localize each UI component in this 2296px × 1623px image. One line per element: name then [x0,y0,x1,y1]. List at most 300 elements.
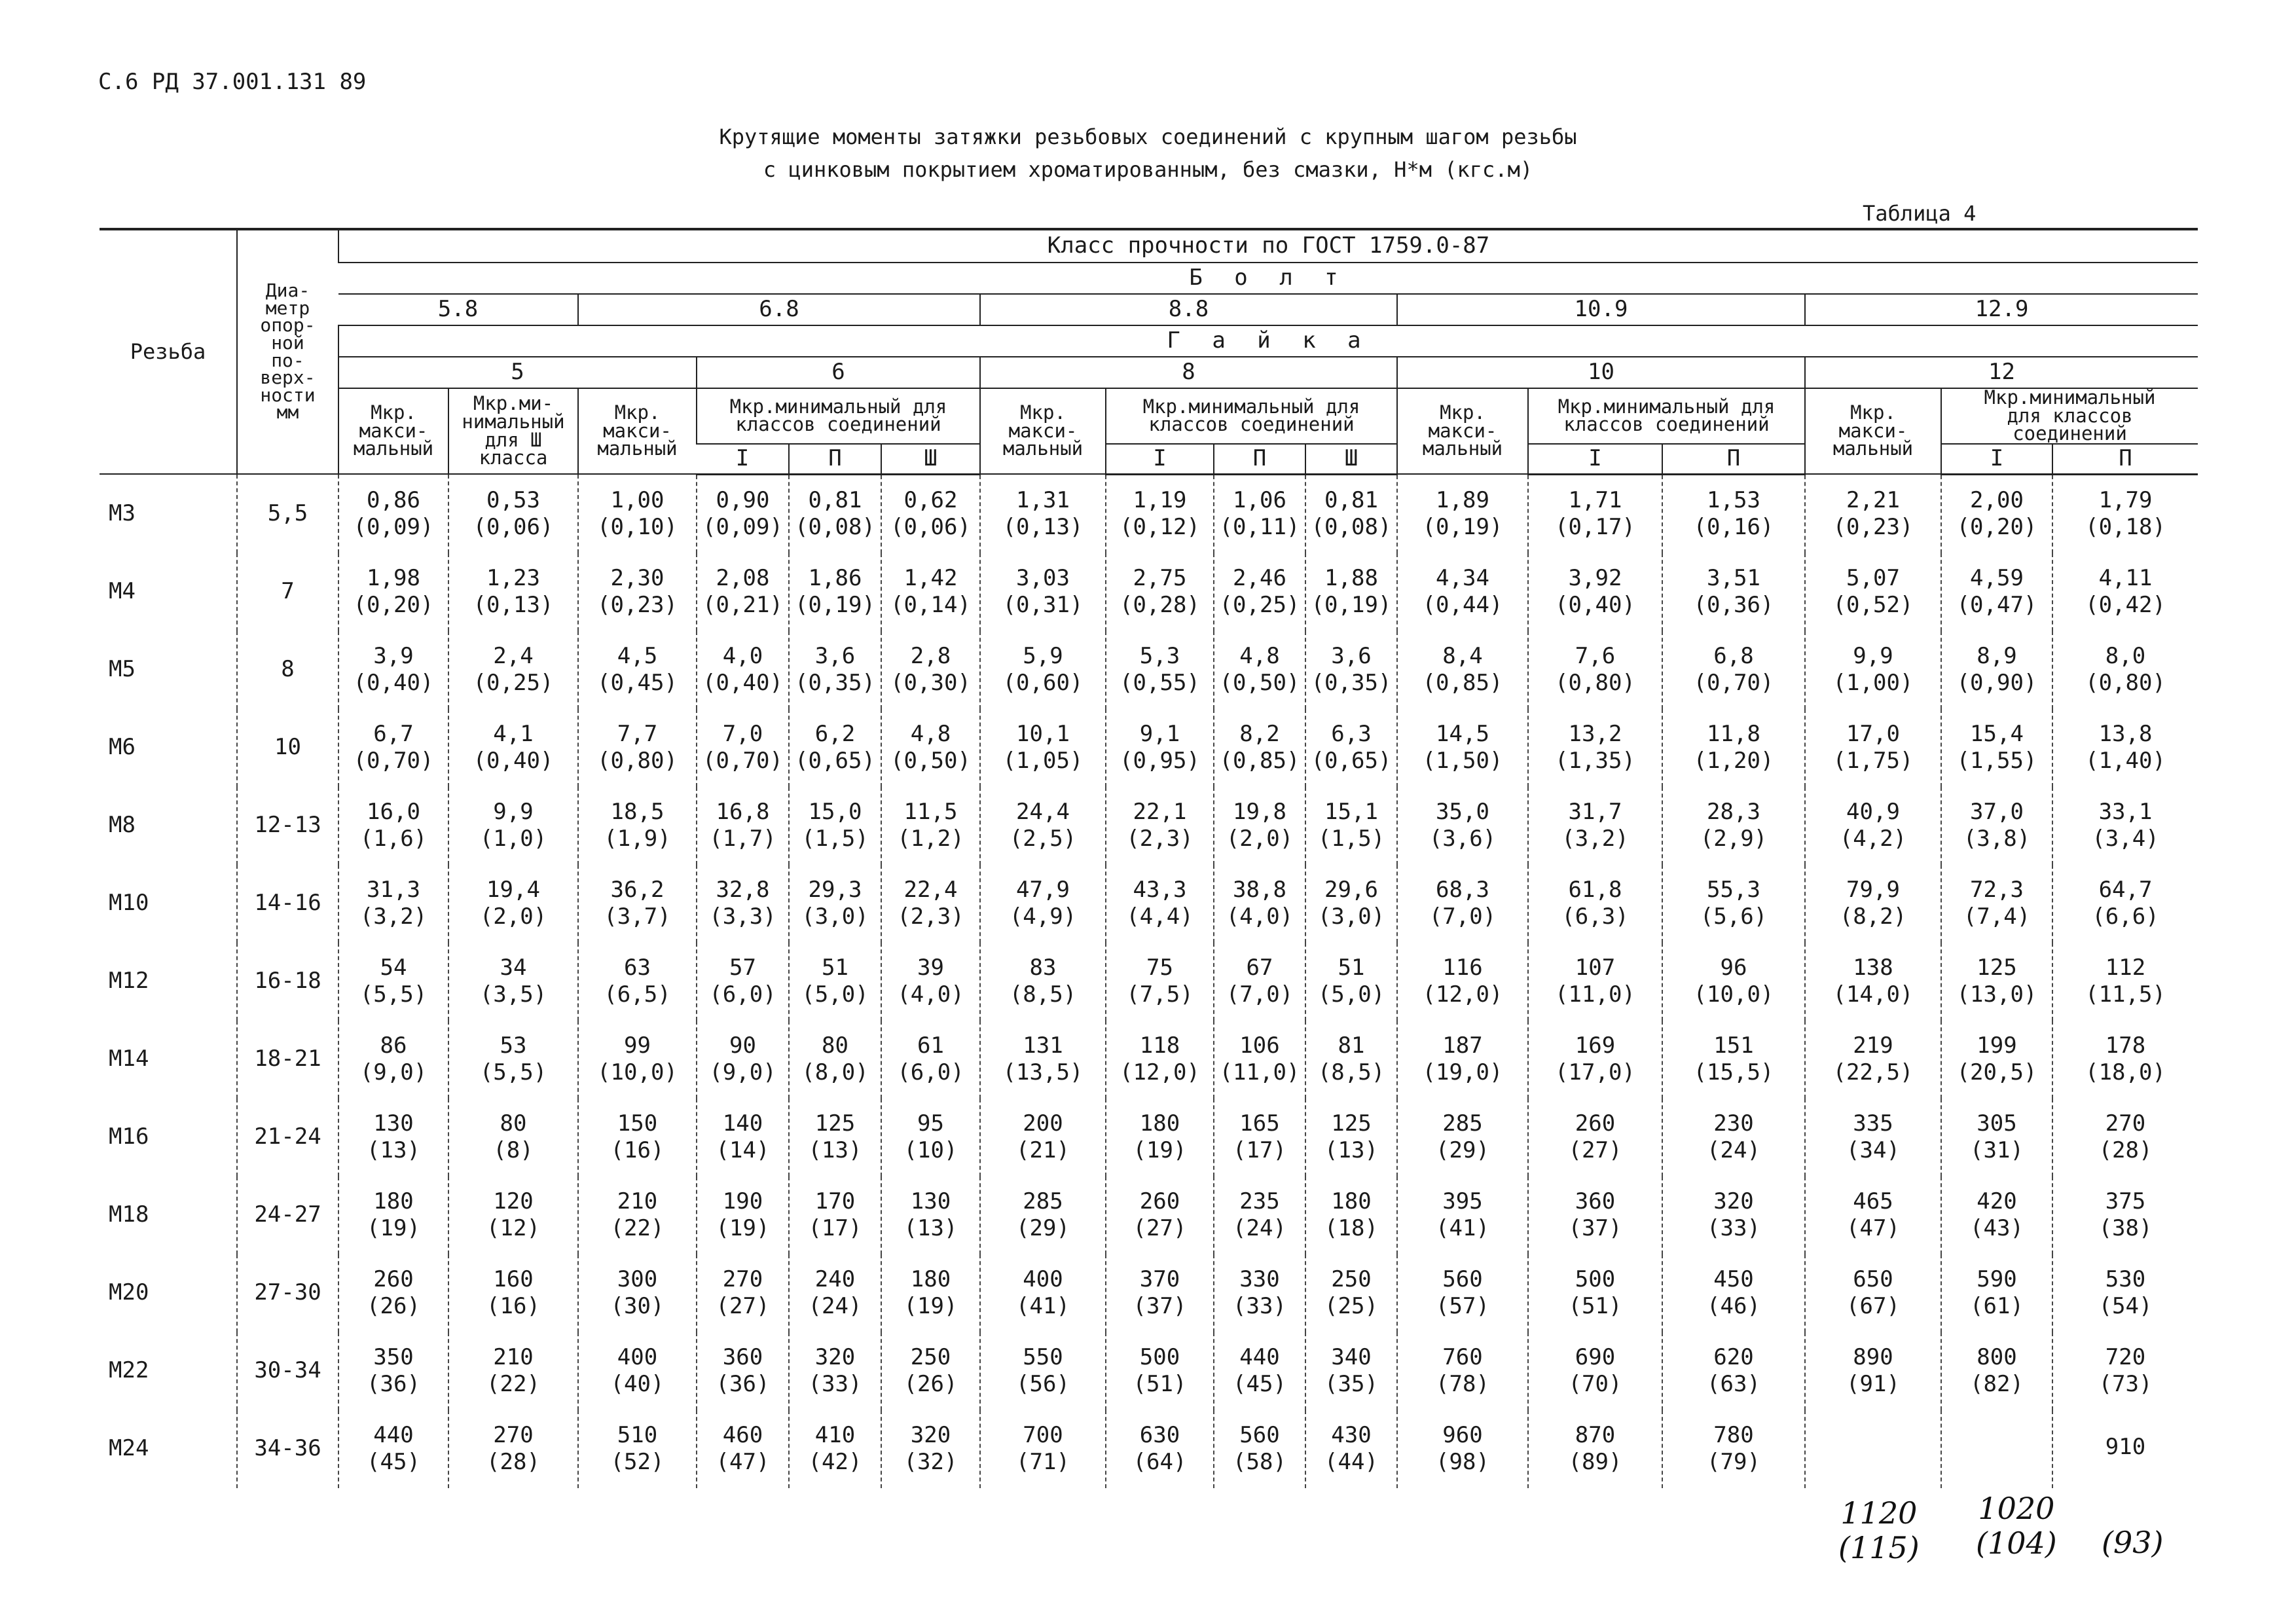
torque-nm-value: 11,5 [903,798,958,825]
table-row [100,1332,2198,1410]
torque-kgfm-value: (40) [610,1371,665,1398]
thread-cell: М18 [109,1201,149,1228]
nut-class-12: 12 [1805,357,2198,388]
torque-kgfm-value: (1,9) [604,826,671,852]
torque-nm-value: 178 [2105,1032,2146,1059]
torque-nm-value: 199 [1977,1032,2017,1059]
torque-kgfm-value: (41) [1016,1293,1070,1320]
torque-kgfm-value: (3,8) [1963,826,2031,852]
torque-kgfm-value: (33) [808,1371,862,1398]
torque-nm-value: 180 [1331,1188,1372,1214]
handwritten-paren: (93) [2102,1525,2164,1560]
torque-cell [448,1410,578,1488]
torque-nm-value: 39 [917,954,944,981]
torque-kgfm-value: (27) [716,1293,770,1320]
torque-nm-value: 0,62 [903,486,958,513]
torque-kgfm-value: (98) [1436,1449,1489,1476]
torque-nm-value: 420 [1977,1188,2017,1214]
torque-cell [1397,553,1528,631]
torque-kgfm-value: (19) [1133,1137,1187,1164]
torque-cell [1305,1332,1397,1410]
nut-class-10: 10 [1397,357,1805,388]
torque-cell [1805,1332,1941,1410]
torque-kgfm-value: (41) [1436,1215,1489,1242]
torque-kgfm-value: (0,09) [353,513,434,540]
torque-cell [697,865,789,943]
torque-kgfm-value: (45) [367,1449,420,1476]
torque-cell [448,1332,578,1410]
torque-cell [980,1176,1106,1254]
torque-nm-value: 165 [1239,1110,1280,1137]
torque-nm-value: 81 [1338,1032,1365,1059]
torque-cell [980,787,1106,865]
torque-cell [1941,1021,2052,1099]
torque-kgfm-value: (43) [1970,1215,2024,1242]
thread-header: Резьба [100,229,237,474]
torque-nm-value: 4,34 [1436,564,1489,591]
torque-kgfm-value: (0,31) [1002,592,1084,619]
torque-cell [789,787,881,865]
torque-nm-value: 780 [1713,1421,1754,1448]
nut-header: Г а й к а [338,325,2198,357]
torque-kgfm-value: (6,5) [604,981,671,1008]
torque-nm-value: 33,1 [2098,798,2153,825]
torque-kgfm-value: (4,4) [1126,903,1194,930]
torque-cell [1662,474,1805,553]
conn-class-II: П [1662,444,1805,475]
thread-cell: М22 [109,1357,149,1384]
torque-nm-value: 0,53 [486,486,540,513]
strength-class-header: Класс прочности по ГОСТ 1759.0-87 [338,229,2198,263]
torque-cell [1941,474,2052,553]
torque-kgfm-value: (16) [610,1137,665,1164]
torque-nm-value: 870 [1575,1421,1616,1448]
torque-cell [578,865,697,943]
torque-nm-value: 270 [493,1421,534,1448]
torque-kgfm-value: (7,0) [1429,903,1497,930]
torque-nm-value: 140 [722,1110,763,1137]
torque-kgfm-value: (44) [1324,1449,1378,1476]
torque-cell [1397,865,1528,943]
torque-nm-value: 0,81 [808,486,862,513]
torque-nm-value: 150 [617,1110,658,1137]
torque-kgfm-value: (28) [2098,1137,2153,1164]
torque-nm-value: 1,23 [486,564,540,591]
table-title-line1: Крутящие моменты затяжки резьбовых соединений с крупным шагом резьбы [719,124,1577,149]
torque-nm-value: 360 [722,1343,763,1370]
torque-kgfm-value: (0,23) [1832,513,1914,540]
torque-cell [1662,1332,1805,1410]
torque-cell [1397,787,1528,865]
torque-kgfm-value: (0,08) [1311,514,1392,541]
torque-nm-value: 8,0 [2105,642,2146,669]
torque-cell [1941,1410,2052,1488]
torque-cell [338,709,448,787]
diameter-cell: 7 [237,553,338,631]
torque-cell [1214,709,1305,787]
torque-cell [980,943,1106,1021]
torque-cell [578,1021,697,1099]
bolt-class-8-8: 8.8 [980,294,1397,325]
torque-kgfm-value: (5,5) [479,1059,547,1086]
torque-cell [789,1099,881,1176]
torque-kgfm-value: (0,25) [473,670,554,697]
torque-cell [1941,1099,2052,1176]
torque-cell [1106,1176,1214,1254]
torque-kgfm-value: (0,25) [1219,592,1300,619]
torque-cell [1305,553,1397,631]
torque-nm-value: 370 [1139,1266,1180,1292]
table-row [100,1099,2198,1176]
table-row [100,709,2198,787]
torque-nm-value: 125 [1977,954,2017,981]
torque-kgfm-value: (11,0) [1219,1059,1300,1086]
torque-cell [881,1332,980,1410]
torque-cell [1305,943,1397,1021]
torque-kgfm-value: (67) [1846,1293,1900,1320]
torque-cell [980,1254,1106,1332]
torque-kgfm-value: (27) [1568,1137,1622,1164]
torque-kgfm-value: (11,0) [1555,981,1635,1008]
torque-cell [338,943,448,1021]
torque-kgfm-value: (10,0) [597,1059,678,1086]
torque-nm-value: 2,8 [910,642,951,669]
torque-cell [1662,1176,1805,1254]
torque-nm-value: 2,00 [1970,486,2024,513]
torque-kgfm-value: (0,80) [597,748,678,775]
torque-cell [1305,709,1397,787]
conn-class-I: I [1106,444,1214,475]
torque-kgfm-value: (0,40) [1555,592,1635,619]
torque-nm-value: 720 [2105,1343,2146,1370]
thread-cell: М4 [109,578,136,605]
torque-nm-value: 40,9 [1846,798,1900,825]
min-torque-classes-header: Мкр.минимальный для классов соединений [1528,388,1805,444]
torque-cell [1528,553,1662,631]
torque-kgfm-value: (0,50) [890,748,971,775]
torque-cell [1528,1332,1662,1410]
torque-nm-value: 1,19 [1133,486,1187,513]
torque-cell [578,709,697,787]
torque-cell [448,1021,578,1099]
torque-nm-value: 4,11 [2098,564,2153,591]
torque-kgfm-value: (63) [1707,1371,1760,1398]
torque-cell [448,1254,578,1332]
torque-cell [578,1099,697,1176]
torque-cell [789,553,881,631]
torque-cell [1106,1021,1214,1099]
torque-kgfm-value: (0,20) [1956,514,2037,541]
torque-cell [1941,865,2052,943]
diameter-cell: 16-18 [237,943,338,1021]
torque-kgfm-value: (33) [1707,1215,1760,1242]
torque-nm-value: 51 [1338,954,1365,981]
diameter-cell: 34-36 [237,1410,338,1488]
torque-cell [1106,1254,1214,1332]
torque-nm-value: 360 [1575,1188,1616,1214]
torque-nm-value: 4,8 [1239,642,1280,669]
torque-nm-value: 6,8 [1713,642,1754,669]
torque-kgfm-value: (15,5) [1693,1059,1774,1086]
torque-kgfm-value: (37) [1133,1293,1187,1320]
torque-kgfm-value: (0,90) [1956,670,2037,697]
torque-kgfm-value: (0,19) [1422,513,1503,540]
handwritten-note [1838,1496,1920,1565]
torque-nm-value: 1,31 [1016,486,1070,513]
torque-nm-value: 1,86 [808,564,862,591]
torque-cell [1528,631,1662,709]
torque-kgfm-value: (42) [808,1449,862,1476]
torque-nm-value: 6,7 [373,720,414,747]
torque-cell [1805,1099,1941,1176]
torque-nm-value: 15,1 [1324,798,1378,825]
torque-cell [697,709,789,787]
conn-class-II: П [789,444,881,475]
torque-kgfm-value: (0,17) [1555,514,1635,541]
torque-cell [1214,1021,1305,1099]
min-torque-classes-header: Мкр.минимальный для классов соединений [1941,388,2198,444]
torque-cell [338,474,448,553]
torque-kgfm-value: (0,70) [353,748,434,775]
torque-kgfm-value: (29) [1436,1137,1489,1164]
handwritten-value: 1120 [1840,1495,1918,1531]
torque-kgfm-value: (6,6) [2092,903,2159,930]
torque-kgfm-value: (26) [367,1293,420,1320]
torque-nm-value: 83 [1029,954,1057,981]
torque-nm-value: 190 [722,1188,763,1214]
torque-kgfm-value: (13) [1324,1137,1378,1164]
torque-kgfm-value: (18) [1324,1215,1378,1242]
torque-cell [1106,474,1214,553]
torque-nm-value: 465 [1853,1188,1893,1214]
torque-cell [881,943,980,1021]
torque-cell [697,1021,789,1099]
torque-cell [338,553,448,631]
torque-kgfm-value: (14,0) [1832,981,1914,1008]
torque-cell [1305,865,1397,943]
torque-nm-value: 9,9 [493,798,534,825]
torque-nm-value: 285 [1442,1110,1483,1137]
torque-kgfm-value: (2,0) [1226,826,1294,852]
torque-cell [1941,631,2052,709]
torque-cell [1397,709,1528,787]
torque-cell [2052,1021,2198,1099]
torque-nm-value: 28,3 [1707,798,1760,825]
torque-cell [1941,943,2052,1021]
thread-cell: М24 [109,1435,149,1462]
torque-kgfm-value: (0,13) [1002,513,1084,540]
torque-kgfm-value: (3,0) [1317,903,1385,930]
torque-kgfm-value: (51) [1133,1371,1187,1398]
torque-kgfm-value: (0,45) [597,670,678,697]
torque-nm-value: 440 [1239,1343,1280,1370]
torque-nm-value: 260 [1575,1110,1616,1137]
torque-nm-value: 450 [1713,1266,1754,1292]
torque-nm-value: 5,07 [1846,564,1900,591]
torque-nm-value: 690 [1575,1343,1616,1370]
torque-nm-value: 1,06 [1233,486,1286,513]
torque-kgfm-value: (0,11) [1219,514,1300,541]
torque-nm-value: 8,2 [1239,720,1280,747]
torque-kgfm-value: (0,36) [1693,592,1774,619]
torque-nm-value: 3,6 [1331,642,1372,669]
torque-cell [697,1254,789,1332]
torque-nm-value: 54 [380,954,407,981]
nut-class-8: 8 [980,357,1397,388]
torque-nm-value: 3,51 [1707,564,1760,591]
torque-nm-value: 2,46 [1233,564,1286,591]
torque-cell [1805,553,1941,631]
torque-kgfm-value: (1,6) [359,826,428,852]
torque-kgfm-value: (0,70) [702,748,783,775]
torque-nm-value: 180 [1139,1110,1180,1137]
torque-kgfm-value: (5,5) [359,981,428,1008]
max-torque-header: Мкр. макси- мальный [338,388,448,474]
torque-nm-value: 16,8 [716,798,770,825]
torque-cell [1305,1254,1397,1332]
torque-cell [1941,1332,2052,1410]
torque-kgfm-value: (13) [903,1215,958,1242]
torque-kgfm-value: (8,5) [1317,1059,1385,1086]
torque-nm-value: 1,79 [2098,486,2153,513]
torque-cell [789,1410,881,1488]
torque-cell [578,1176,697,1254]
torque-nm-value: 5,9 [1023,642,1063,669]
torque-nm-value: 1,89 [1436,486,1489,513]
torque-kgfm-value: (0,06) [890,514,971,541]
nut-class-5: 5 [338,357,697,388]
torque-kgfm-value: (21) [1016,1137,1070,1164]
torque-nm-value: 410 [814,1421,856,1448]
torque-kgfm-value: (1,7) [709,826,776,852]
torque-cell [1662,709,1805,787]
torque-nm-value: 118 [1139,1032,1180,1059]
conn-class-II: П [1214,444,1305,475]
torque-cell [1662,553,1805,631]
diameter-cell: 10 [237,709,338,787]
torque-kgfm-value: (0,65) [1311,748,1392,775]
table-title-line2: с цинковым покрытием хроматированным, без смазки, Н*м (кгс.м) [763,157,1533,182]
torque-kgfm-value: (3,5) [479,981,547,1008]
torque-cell [448,631,578,709]
torque-cell [2052,553,2198,631]
torque-kgfm-value: (0,47) [1956,592,2037,619]
torque-kgfm-value: (0,06) [473,513,554,540]
torque-kgfm-value: (31) [1970,1137,2024,1164]
torque-kgfm-value: (2,9) [1700,826,1768,852]
min-torque-classes-header: Мкр.минимальный для классов соединений [697,388,980,444]
torque-nm-value: 16,0 [367,798,420,825]
thread-cell: М8 [109,812,136,839]
torque-kgfm-value: (58) [1233,1449,1286,1476]
torque-cell [1528,787,1662,865]
torque-cell [1805,631,1941,709]
torque-kgfm-value: (8,5) [1009,981,1077,1008]
torque-cell [1305,1021,1397,1099]
torque-nm-value: 57 [729,954,756,981]
torque-kgfm-value: (12,0) [1120,1059,1200,1086]
diameter-cell: 24-27 [237,1176,338,1254]
torque-kgfm-value: (51) [1568,1293,1622,1320]
torque-nm-value: 96 [1720,954,1747,981]
torque-cell [448,474,578,553]
torque-kgfm-value: (28) [486,1449,540,1476]
torque-cell [2052,1176,2198,1254]
torque-cell [1805,787,1941,865]
torque-cell [578,474,697,553]
torque-cell [578,631,697,709]
torque-kgfm-value: (13) [367,1137,420,1164]
torque-kgfm-value: (24) [808,1293,862,1320]
bolt-class-12-9: 12.9 [1805,294,2198,325]
torque-nm-value: 2,4 [493,642,534,669]
torque-kgfm-value: (0,60) [1002,670,1084,697]
torque-nm-value: 430 [1331,1421,1372,1448]
torque-cell [1662,865,1805,943]
torque-nm-value: 2,75 [1133,564,1187,591]
torque-kgfm-value: (9,0) [359,1059,428,1086]
torque-nm-value: 250 [1331,1266,1372,1292]
thread-cell: М14 [109,1046,149,1072]
torque-nm-value: 6,2 [814,720,856,747]
torque-nm-value: 131 [1023,1032,1063,1059]
torque-kgfm-value: (1,35) [1555,748,1635,775]
torque-nm-value: 320 [910,1421,951,1448]
torque-nm-value: 270 [2105,1110,2146,1137]
torque-cell [448,1176,578,1254]
torque-cell [789,631,881,709]
torque-nm-value: 15,0 [808,798,862,825]
torque-cell [697,1176,789,1254]
torque-nm-value: 10,1 [1016,720,1070,747]
torque-nm-value: 2,21 [1846,486,1900,513]
torque-cell [881,1254,980,1332]
torque-nm-value: 80 [500,1110,527,1137]
torque-kgfm-value: (24) [1233,1215,1286,1242]
torque-nm-value: 630 [1139,1421,1180,1448]
torque-nm-value: 330 [1239,1266,1280,1292]
torque-kgfm-value: (4,2) [1839,826,1907,852]
torque-nm-value: 11,8 [1707,720,1760,747]
torque-cell [1528,865,1662,943]
torque-nm-value: 37,0 [1970,798,2024,825]
diameter-cell: 12-13 [237,787,338,865]
torque-kgfm-value: (36) [716,1371,770,1398]
torque-kgfm-value: (3,3) [709,903,776,930]
torque-kgfm-value: (0,13) [473,592,554,619]
torque-cell [2052,1254,2198,1332]
torque-nm-value: 120 [493,1188,534,1214]
torque-kgfm-value: (33) [1233,1293,1286,1320]
diameter-header: Диа- метр опор- ной по- верх- ности мм [237,229,338,474]
diameter-cell: 5,5 [237,474,338,553]
torque-nm-value: 510 [617,1421,658,1448]
torque-kgfm-value: (0,20) [353,592,434,619]
torque-nm-value: 500 [1139,1343,1180,1370]
torque-kgfm-value: (52) [610,1449,665,1476]
torque-nm-value: 79,9 [1846,876,1900,903]
torque-kgfm-value: (25) [1324,1293,1378,1320]
torque-nm-value: 86 [380,1032,407,1059]
torque-kgfm-value: (0,30) [890,670,971,697]
torque-cell [448,865,578,943]
torque-nm-value: 47,9 [1016,876,1070,903]
thread-cell: М3 [109,500,136,527]
torque-cell [1106,1332,1214,1410]
torque-cell [697,631,789,709]
table-row [100,943,2198,1021]
torque-nm-value: 31,3 [367,876,420,903]
